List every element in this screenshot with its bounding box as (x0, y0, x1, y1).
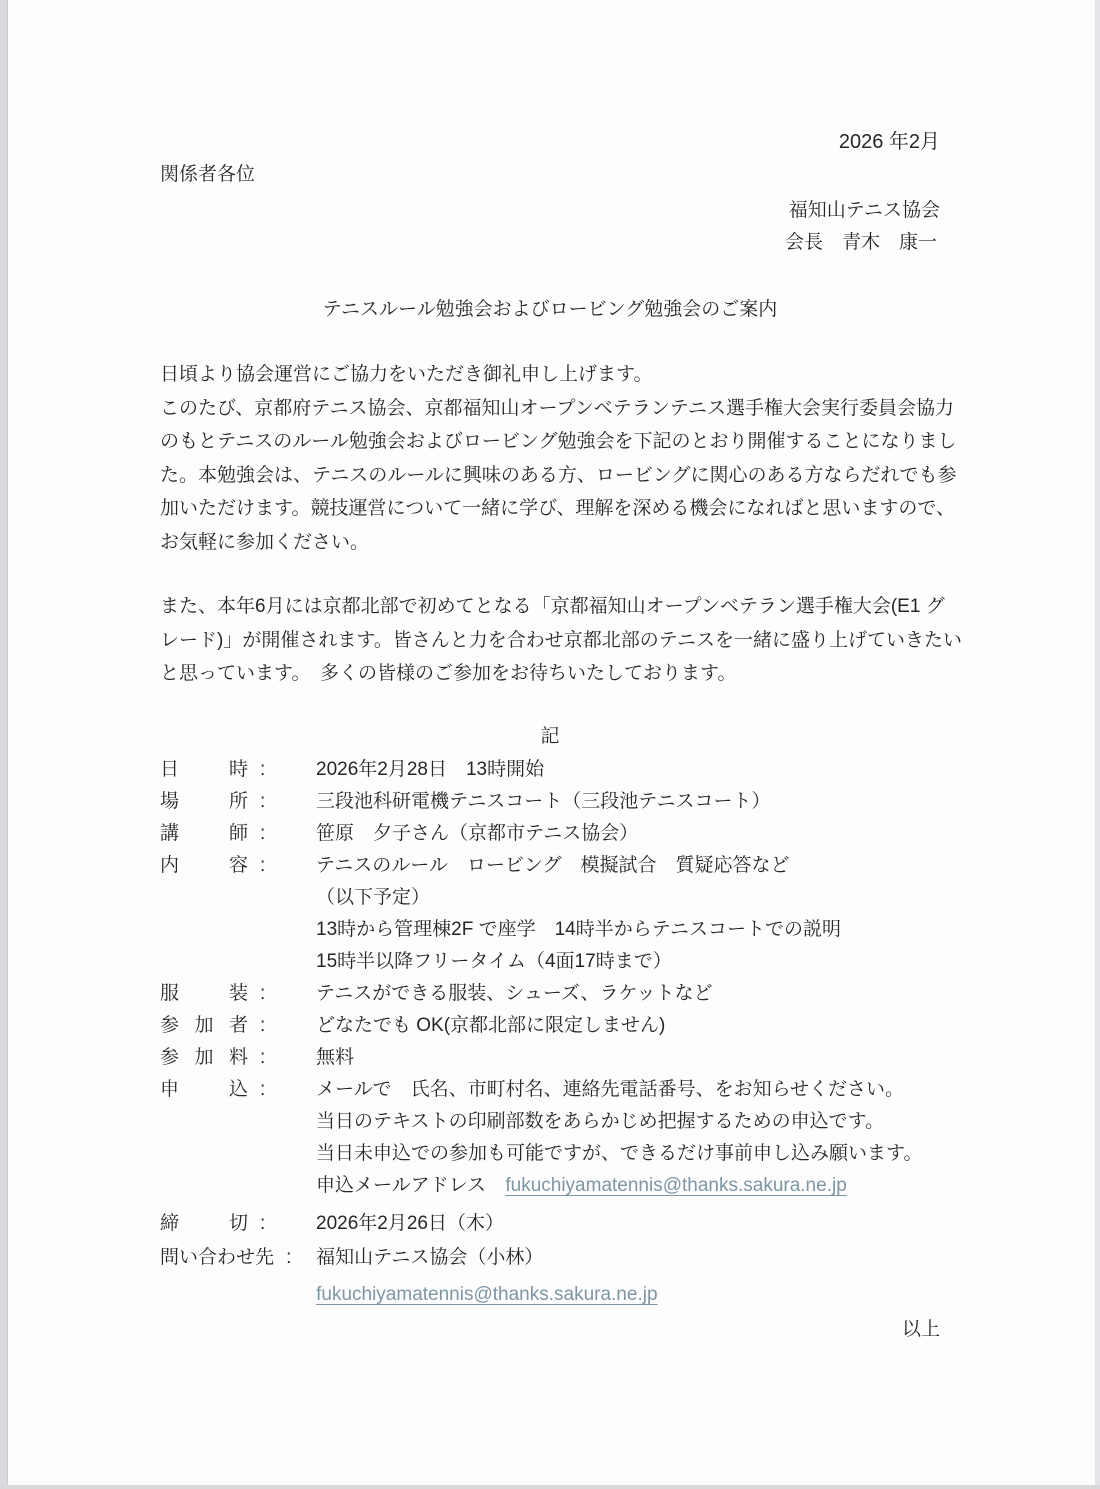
detail-value-line: メールで 氏名、市町村名、連絡先電話番号、をお知らせください。 (316, 1078, 905, 1100)
scan-edge-bottom (0, 1485, 1100, 1489)
recipient: 関係者各位 (160, 164, 256, 185)
detail-value-line: 当日のテキストの印刷部数をあらかじめ把握するための申込です。 (316, 1110, 885, 1132)
detail-value: 2026年2月28日 13時開始 (316, 758, 545, 780)
detail-label: 申 込 (160, 1078, 248, 1100)
detail-value (316, 1074, 940, 1202)
detail-value (316, 850, 940, 978)
paragraph-line: このたび、京都府テニス協会、京都福知山オープンベテランテニス選手権大会実行委員会協力 (160, 397, 955, 419)
detail-colon: : (260, 854, 266, 876)
paragraph-line: のもとテニスのルール勉強会およびロービング勉強会を下記のとおり開催することになりまし (160, 431, 957, 452)
detail-row-lecturer (160, 818, 940, 850)
detail-value: 笹原 夕子さん（京都市テニス協会） (316, 822, 639, 844)
details-list (160, 754, 940, 1311)
detail-value: どなたでも OK(京都北部に限定しません) (316, 1014, 666, 1036)
scan-edge-right (1095, 0, 1100, 1489)
detail-row-participants (160, 1010, 940, 1042)
detail-label: 参 加 者 (160, 1014, 248, 1036)
detail-colon: : (260, 1078, 266, 1100)
detail-colon: : (260, 1014, 266, 1036)
detail-value-line: 13時から管理棟2F で座学 14時半からテニスコートでの説明 (316, 918, 841, 940)
paragraph-1 (160, 358, 957, 559)
detail-colon: : (260, 1212, 266, 1234)
detail-label: 締 切 (160, 1212, 248, 1234)
closing-marker: 以上 (901, 1318, 940, 1340)
detail-label: 問 い 合 わ せ 先 (160, 1246, 275, 1268)
letter-content (160, 0, 963, 1343)
detail-label: 日 時 (160, 758, 248, 780)
paragraph-line: レード)」が開催されます。皆さんと力を合わせ京都北部のテニスを一緒に盛り上げていきたい (160, 629, 963, 651)
contact-name: 福知山テニス協会（小林） (316, 1246, 544, 1268)
detail-label: 内 容 (160, 854, 248, 876)
detail-value: 三段池科研電機テニスコート（三段池テニスコート） (316, 790, 771, 812)
application-email-label: 申込メールアドレス (316, 1174, 487, 1196)
detail-colon: : (260, 982, 266, 1004)
paragraph-line: 日頃より協会運営にご協力をいただき御礼申し上げます。 (160, 364, 653, 385)
detail-value-line: 当日未申込での参加も可能ですが、できるだけ事前申し込み願います。 (316, 1142, 923, 1164)
detail-row-content (160, 850, 940, 978)
detail-row-place (160, 786, 940, 818)
detail-colon: : (260, 1046, 266, 1068)
paragraph-line: と思っています。 多くの皆様のご参加をお待ちいたしております。 (160, 663, 737, 684)
detail-row-deadline (160, 1208, 940, 1240)
document-title: テニスルール勉強会およびロービング勉強会のご案内 (322, 299, 778, 320)
detail-colon: : (260, 822, 266, 844)
detail-row-dress (160, 978, 940, 1010)
detail-label: 参 加 料 (160, 1046, 248, 1068)
detail-value (316, 1242, 940, 1311)
detail-value: テニスができる服装、シューズ、ラケットなど (316, 982, 713, 1004)
detail-value: 2026年2月26日（木） (316, 1212, 504, 1234)
detail-row-application (160, 1074, 940, 1202)
record-marker: 記 (540, 725, 560, 747)
detail-value-line: テニスのルール ロービング 模擬試合 質疑応答など (316, 854, 790, 876)
contact-email-line (316, 1279, 940, 1311)
detail-colon: : (260, 790, 266, 812)
paragraph-2 (160, 590, 963, 691)
paragraph-line: お気軽に参加ください。 (160, 531, 370, 553)
detail-row-fee (160, 1042, 940, 1074)
detail-row-contact (160, 1242, 940, 1311)
detail-colon: : (286, 1246, 292, 1268)
detail-label: 場 所 (160, 790, 248, 812)
application-email-line (316, 1170, 940, 1202)
detail-value: 無料 (316, 1046, 355, 1068)
scan-edge-left (0, 0, 8, 1489)
detail-colon: : (260, 758, 266, 780)
detail-label: 講 師 (160, 822, 248, 844)
detail-value-line: 15時半以降フリータイム（4面17時まで） (316, 950, 672, 972)
paragraph-line: また、本年6月には京都北部で初めてとなる「京都福知山オープンベテラン選手権大会(E1 グ (160, 596, 945, 617)
contact-email-link[interactable]: fukuchiyamatennis@thanks.sakura.ne.jp (316, 1283, 658, 1305)
detail-label: 服 装 (160, 982, 248, 1004)
paragraph-line: 加いただけます。競技運営について一緒に学び、理解を深める機会になればと思いますので、 (160, 498, 955, 519)
application-email-link[interactable]: fukuchiyamatennis@thanks.sakura.ne.jp (505, 1174, 847, 1196)
paragraph-line: た。本勉強会は、テニスのルールに興味のある方、ロービングに関心のある方ならだれでも参 (160, 464, 957, 486)
chairman-name: 会長 青木 康一 (784, 232, 937, 253)
organization-name: 福知山テニス協会 (788, 200, 940, 221)
detail-value-line: （以下予定） (316, 886, 431, 908)
detail-row-datetime (160, 754, 940, 786)
letter-date: 2026 年2月 (838, 131, 940, 153)
